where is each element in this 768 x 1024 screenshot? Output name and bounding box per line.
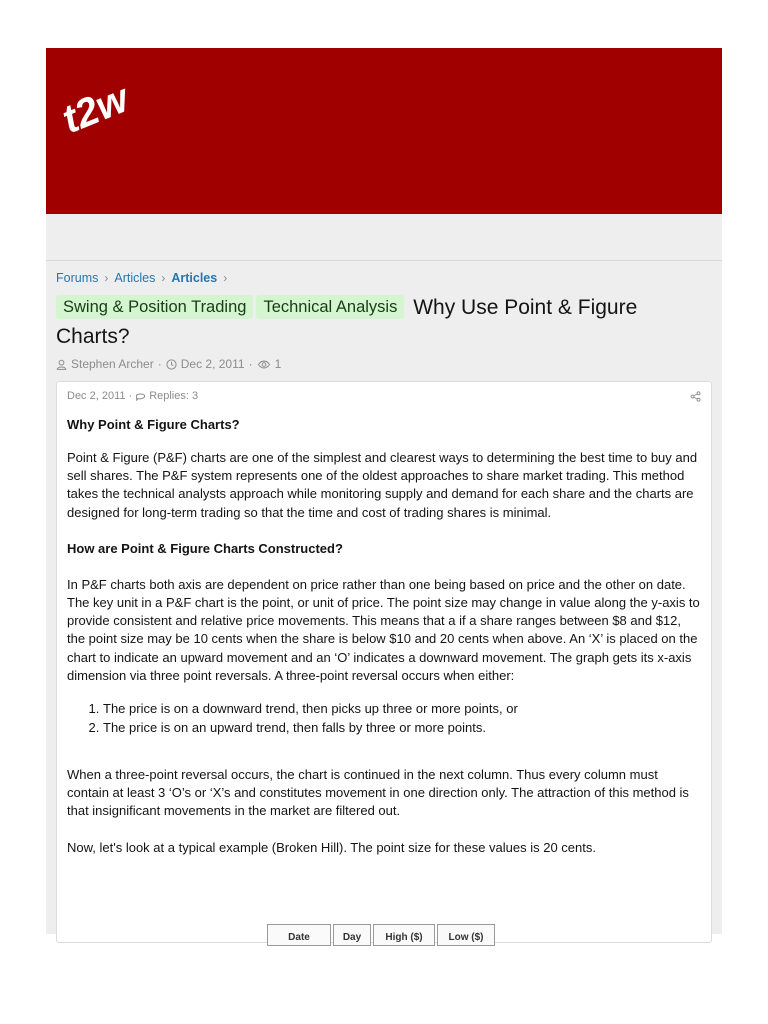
post-body [57,416,711,857]
site-header [46,48,722,214]
chevron-right-icon: › [161,271,166,285]
post-header: Dec 2, 2011 · Replies: 3 [57,382,711,402]
breadcrumb-forums[interactable]: Forums [56,271,99,285]
reversal-list [67,699,701,737]
thread-meta: Stephen Archer · Dec 2, 2011 · 1 [56,357,712,371]
table-header-cell: Date [267,924,331,946]
label-technical-analysis[interactable]: Technical Analysis [256,295,404,319]
breadcrumb [56,271,712,285]
paragraph-construction: In P&F charts both axis are dependent on price rather than one being based on price and the other on date. The key unit in a P&F chart is the point, or unit of price. The point size may change in value along the y-axis to provide consistent and relative price movements. This means that a if a share ranges between $8 and $12, the point size may be 10 cents when the share is below $10 and 20 cents when above. An ‘X’ is placed on the chart to indicate an upward movement and an ‘O’ indicates a downward movement. The graph gets its x-axis dimension via three point reversals. A three-point reversal occurs when either: [67,576,700,683]
table-header-cell: Low ($) [437,924,495,946]
eye-icon [257,359,271,370]
speech-bubble-icon [135,391,146,402]
table-header-cell: Day [333,924,371,946]
paragraph-example: Now, let's look at a typical example (Broken Hill). The point size for these values is 20 cents. [67,839,596,855]
share-icon[interactable] [690,391,701,402]
page-container [46,48,722,943]
user-icon [56,359,67,370]
table-header-cell: High ($) [373,924,435,946]
heading-constructed: How are Point & Figure Charts Constructed? [67,540,343,556]
thread-title-block [56,293,712,351]
t2w-logo[interactable] [54,54,140,143]
view-count: 1 [274,357,282,371]
svg-text:t2w: t2w [56,76,135,143]
breadcrumb-articles[interactable]: Articles [114,271,156,285]
chevron-right-icon: › [223,271,228,285]
paragraph-intro: Point & Figure (P&F) charts are one of the simplest and clearest ways to determining the best time to buy and sell shares. The P&F system represents one of the oldest approaches to share market trading. This method takes the technical analysts approach while monitoring supply and demand for each share and the charts are designed for long-term trading so that the time and cost of trading shares is minimal. [67,450,698,520]
nav-strip [46,214,722,261]
chevron-right-icon: › [104,271,109,285]
thread-author[interactable]: Stephen Archer [71,357,154,371]
clock-icon [166,359,177,370]
first-post [56,381,712,943]
reply-count[interactable]: Replies: 3 [149,390,199,402]
breadcrumb-articles-current[interactable]: Articles [171,271,218,285]
page-title: Why Use Point & Figure Charts? [56,296,638,348]
list-item: 2. The price is on an upward trend, then falls by three or more points. [103,718,701,737]
price-table-header [267,924,495,946]
post-date[interactable]: Dec 2, 2011 [67,390,126,402]
heading-why-pf: Why Point & Figure Charts? [67,417,240,432]
paragraph-reversal: When a three-point reversal occurs, the chart is continued in the next column. Thus every column must contain at least 3 ‘O’s or ‘X’s and constitutes movement in one direction only. The attraction of this method is that insignificant movements in the market are filtered out. [67,767,689,819]
label-swing-position-trading[interactable]: Swing & Position Trading [56,295,253,319]
thread-date[interactable]: Dec 2, 2011 [180,357,245,371]
list-item: 1. The price is on a downward trend, then picks up three or more points, or [103,699,701,718]
